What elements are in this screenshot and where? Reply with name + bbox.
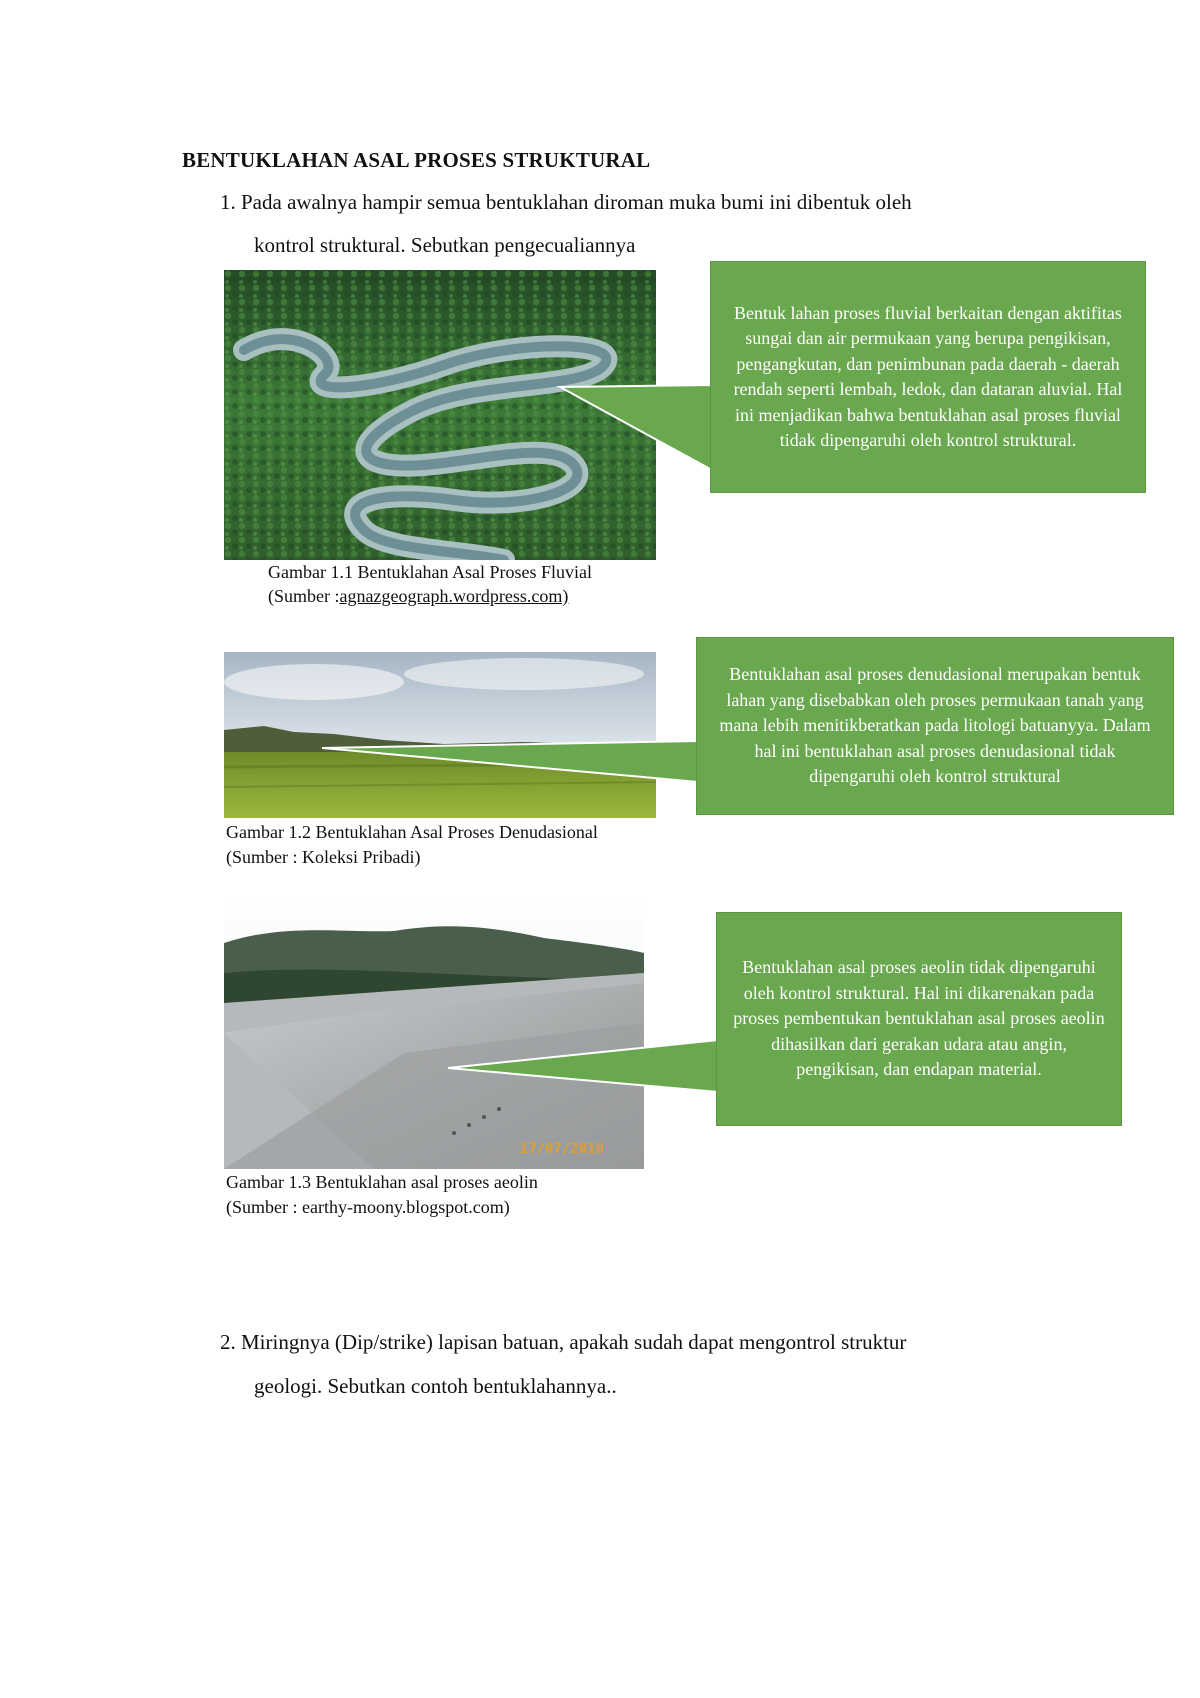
- fluvial-river-photo: [224, 270, 656, 560]
- question-1-number: 1.: [220, 190, 236, 214]
- question-1-line-1: [220, 190, 912, 215]
- callout-denudational: Bentuklahan asal proses denudasional merupakan bentuk lahan yang disebabkan oleh proses permukaan tanah yang mana lebih menitikberatkan pada litologi batuanyya. Dalam hal ini bentuklahan asal proses denudasional tidak dipengaruhi oleh kontrol struktural: [696, 637, 1174, 815]
- question-1-text: Pada awalnya hampir semua bentuklahan diroman muka bumi ini dibentuk oleh: [241, 190, 912, 214]
- figure-3-source: (Sumber : earthy-moony.blogspot.com): [226, 1197, 510, 1217]
- figure-1-source: [268, 584, 568, 608]
- photo-date-stamp: 17/07/2010: [519, 1141, 604, 1157]
- question-1-line-2: kontrol struktural. Sebutkan pengecualiannya: [254, 233, 636, 257]
- question-2-line-2: geologi. Sebutkan contoh bentuklahannya..: [254, 1374, 617, 1398]
- figure-3-caption: Gambar 1.3 Bentuklahan asal proses aeolin: [226, 1172, 538, 1192]
- figure-1-source-prefix: (Sumber :: [268, 586, 340, 606]
- figure-2-caption: Gambar 1.2 Bentuklahan Asal Proses Denudasional: [226, 822, 598, 842]
- figure-1-caption: Gambar 1.1 Bentuklahan Asal Proses Fluvial: [268, 562, 592, 582]
- callout-aeolian: Bentuklahan asal proses aeolin tidak dipengaruhi oleh kontrol struktural. Hal ini dikarenakan pada proses pembentukan bentuklahan asal proses aeolin dihasilkan dari gerakan udara atau angin, pengikisan, dan endapan material.: [716, 912, 1122, 1126]
- question-2-text: Miringnya (Dip/strike) lapisan batuan, apakah sudah dapat mengontrol struktur: [241, 1330, 907, 1354]
- page-heading: BENTUKLAHAN ASAL PROSES STRUKTURAL: [182, 148, 651, 172]
- denudational-field-photo: [224, 652, 656, 818]
- aeolian-dune-photo: [224, 893, 644, 1169]
- question-2-number: 2.: [220, 1330, 236, 1354]
- callout-fluvial: Bentuk lahan proses fluvial berkaitan dengan aktifitas sungai dan air permukaan yang berupa pengikisan, pengangkutan, dan penimbunan pada daerah - daerah rendah seperti lembah, ledok, dan dataran aluvial. Hal ini menjadikan bahwa bentuklahan asal proses fluvial tidak dipengaruhi oleh kontrol struktural.: [710, 261, 1146, 493]
- figure-2-source: (Sumber : Koleksi Pribadi): [226, 847, 421, 867]
- question-2-line-1: [220, 1330, 906, 1355]
- figure-1-source-link[interactable]: agnazgeograph.wordpress.com): [339, 586, 569, 606]
